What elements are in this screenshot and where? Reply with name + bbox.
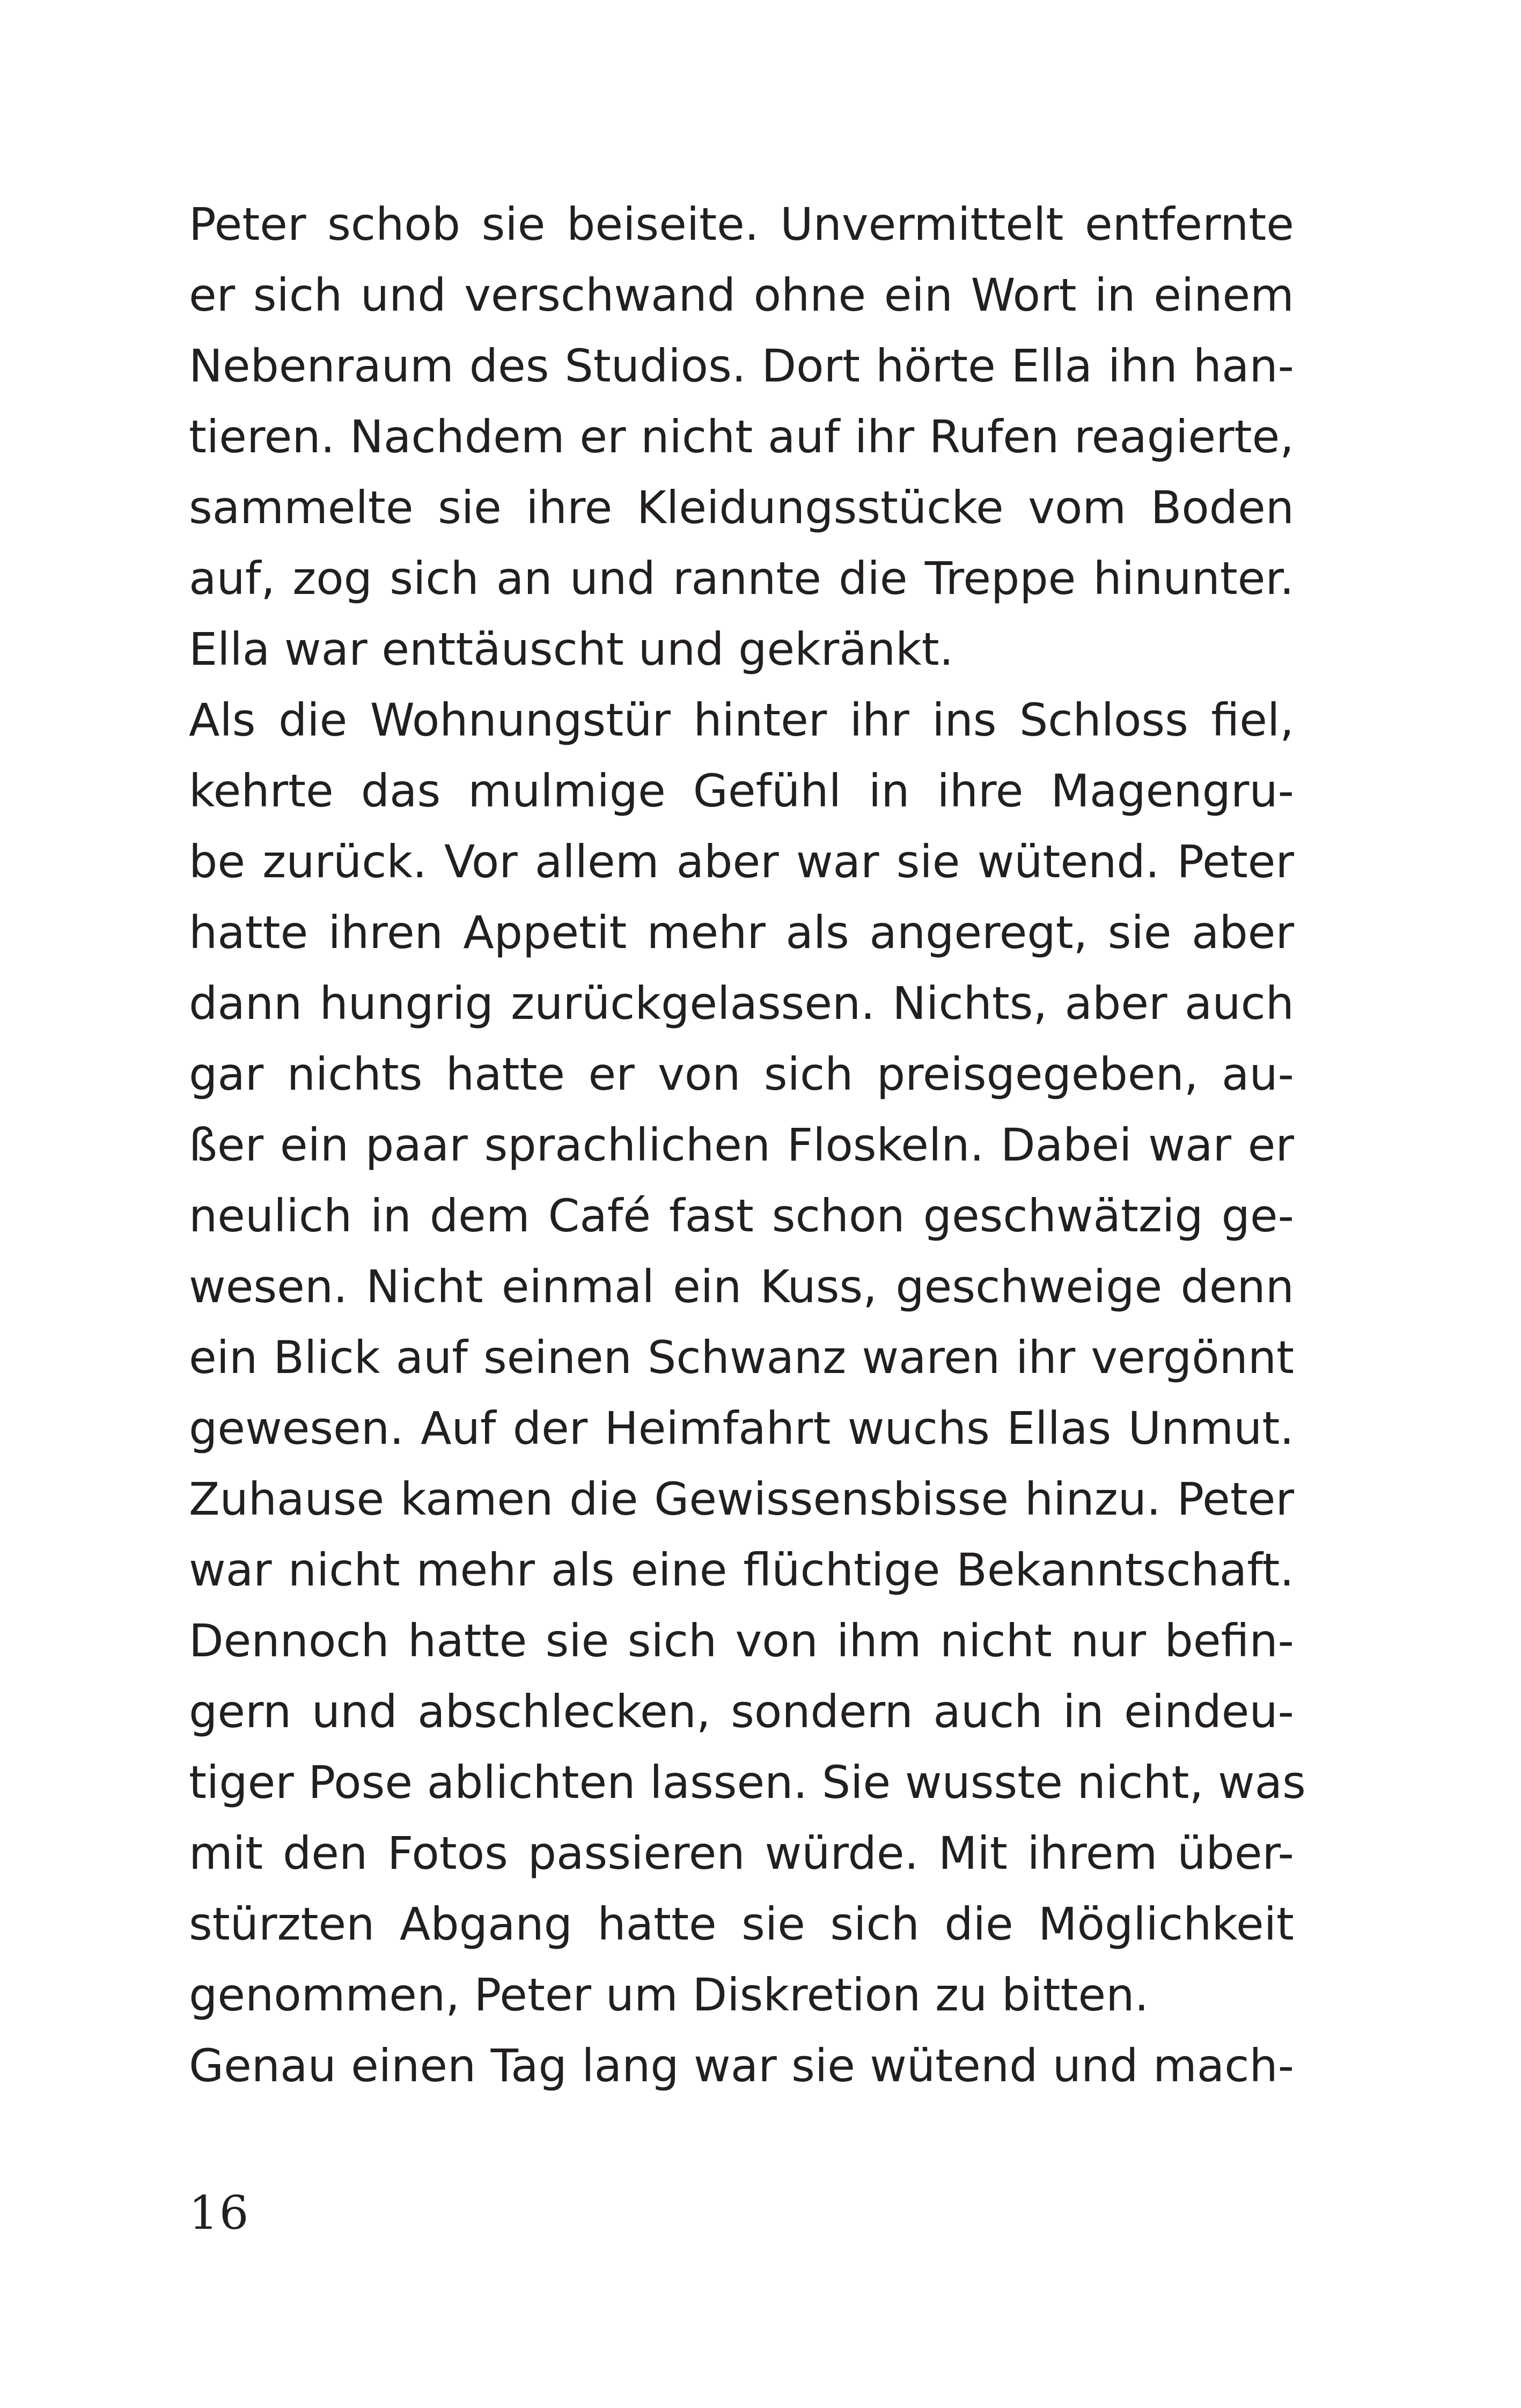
text-line: sammelte sie ihre Kleidungsstücke vom Boden: [189, 481, 1294, 534]
text-line: Zuhause kamen die Gewissensbisse hinzu. Peter: [189, 1473, 1294, 1525]
text-line: gar nichts hatte er von sich preisgegeben, au-: [189, 1048, 1294, 1100]
text-line: gewesen. Auf der Heimfahrt wuchs Ellas Unmut.: [189, 1402, 1294, 1455]
text-line: ein Blick auf seinen Schwanz waren ihr vergönnt: [189, 1331, 1294, 1384]
text-line: auf, zog sich an und rannte die Treppe hinunter.: [189, 552, 1294, 605]
text-line: kehrte das mulmige Gefühl in ihre Magengru-: [189, 765, 1294, 817]
text-line: Genau einen Tag lang war sie wütend und mach-: [189, 2039, 1294, 2092]
text-line: wesen. Nicht einmal ein Kuss, geschweige denn: [189, 1260, 1294, 1313]
text-line: Nebenraum des Studios. Dort hörte Ella ihn han-: [189, 340, 1294, 392]
body-text: [189, 189, 1306, 2101]
text-line: er sich und verschwand ohne ein Wort in einem: [189, 269, 1294, 321]
text-line: dann hungrig zurückgelassen. Nichts, aber auch: [189, 977, 1294, 1030]
text-line: be zurück. Vor allem aber war sie wütend. Peter: [189, 835, 1294, 888]
text-line: ßer ein paar sprachlichen Floskeln. Dabei war er: [189, 1119, 1294, 1171]
text-line: tieren. Nachdem er nicht auf ihr Rufen reagierte,: [189, 410, 1294, 463]
text-line: Als die Wohnungstür hinter ihr ins Schloss fiel,: [189, 694, 1294, 746]
text-line: neulich in dem Café fast schon geschwätzig ge-: [189, 1190, 1294, 1242]
text-line: Dennoch hatte sie sich von ihm nicht nur befin-: [189, 1614, 1294, 1667]
text-line: mit den Fotos passieren würde. Mit ihrem über-: [189, 1827, 1294, 1880]
text-line: war nicht mehr als eine flüchtige Bekanntschaft.: [189, 1544, 1294, 1596]
text-line: stürzten Abgang hatte sie sich die Möglichkeit: [189, 1898, 1294, 1950]
text-line: Peter schob sie beiseite. Unvermittelt entfernte: [189, 198, 1294, 251]
text-line: Ella war enttäuscht und gekränkt.: [189, 623, 954, 676]
text-line: gern und abschlecken, sondern auch in eindeu-: [189, 1685, 1294, 1738]
text-line: hatte ihren Appetit mehr als angeregt, sie aber: [189, 906, 1294, 959]
text-line: genommen, Peter um Diskretion zu bitten.: [189, 1969, 1149, 2021]
text-line: tiger Pose ablichten lassen. Sie wusste nicht, was: [189, 1756, 1306, 1809]
page-number: 16: [189, 2186, 250, 2240]
